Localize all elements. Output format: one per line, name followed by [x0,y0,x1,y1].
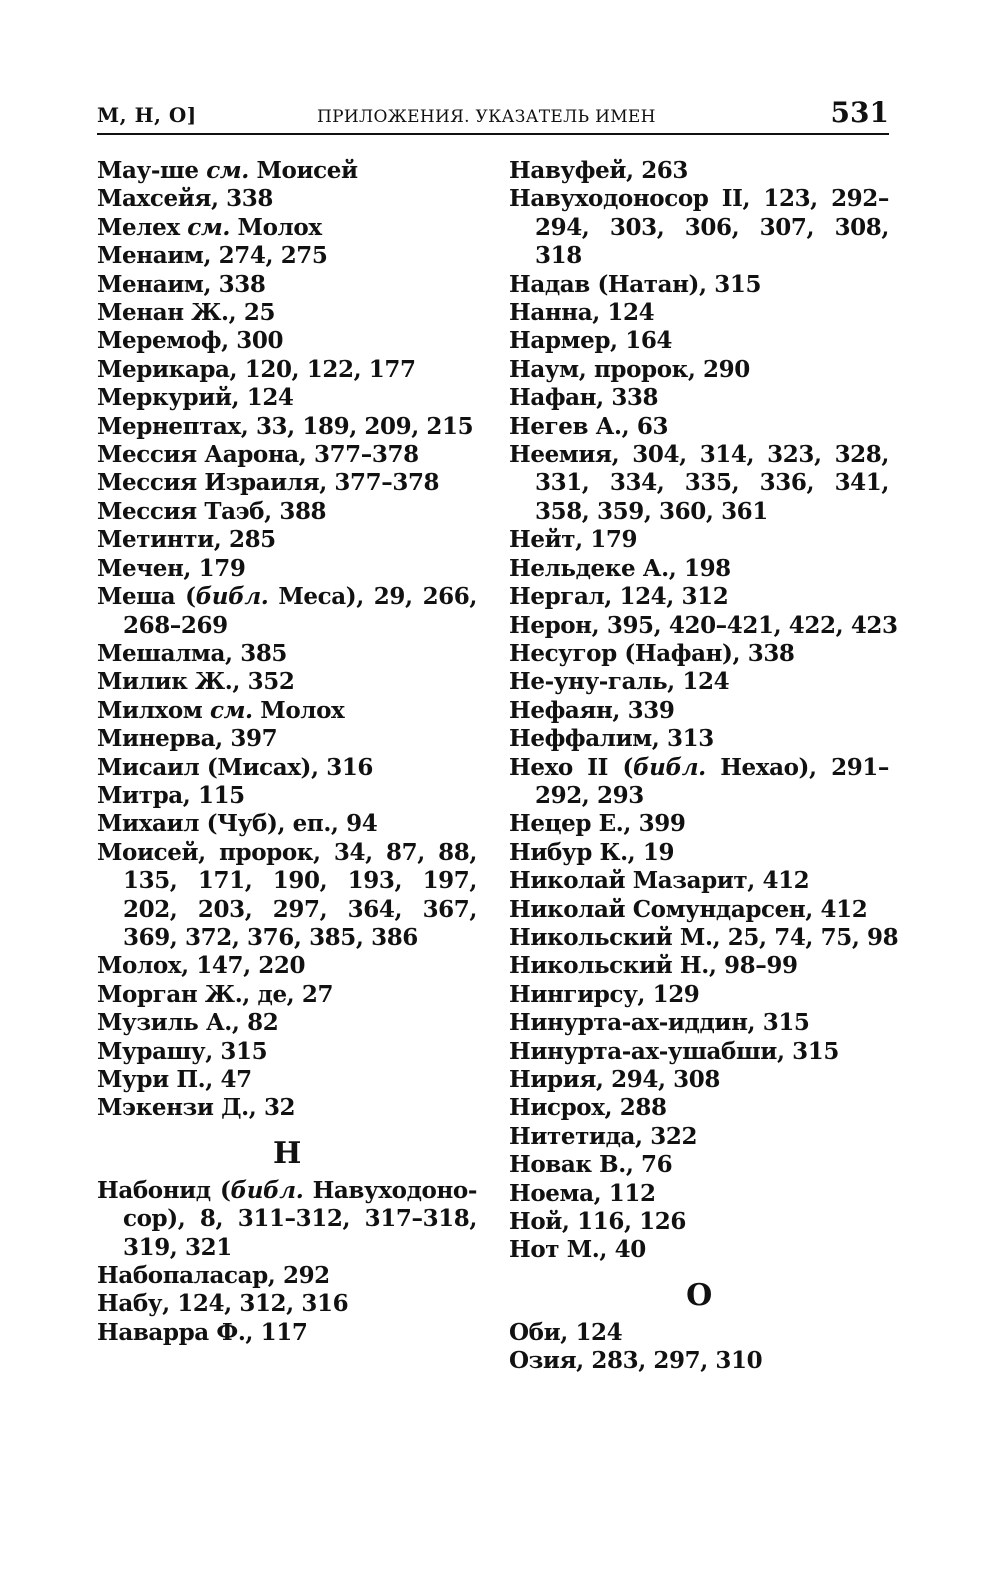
index-entry [97,327,477,355]
entry-text: Мессия Таэб, 388 [97,497,327,525]
entry-text: Надав (Натан), 315 [509,270,762,298]
index-entry [97,583,477,640]
page-number: 531 [830,96,889,129]
index-entry [97,157,477,185]
entry-text: Нармер, 164 [509,327,673,355]
entry-text: Набу, 124, 312, 316 [97,1290,349,1318]
index-entry [509,697,889,725]
running-header [97,93,889,135]
entry-text: Метинти, 285 [97,526,276,554]
index-entry [509,299,889,327]
entry-text: Нейт, 179 [509,526,638,554]
index-entry [509,327,889,355]
entry-text: Мау-ше [97,157,207,184]
entry-text: Нельдеке А., 198 [509,554,731,582]
entry-text: Милхом [97,696,210,724]
index-entry [509,1009,889,1037]
entry-text: Новак В., 76 [509,1151,673,1179]
entry-text: Менаим, 338 [97,270,266,298]
entry-text: Молох [252,696,345,724]
entry-text: Николай Мазарит, 412 [509,867,810,895]
index-entry [509,981,889,1009]
index-entry [97,555,477,583]
entry-text: Менан Ж., 25 [97,299,276,327]
entry-text: Нехао), 291–292, 293 [535,753,889,809]
entry-text: Негев А., 63 [509,412,669,440]
entry-text: Нанна, 124 [509,299,655,327]
entry-text: Мечен, 179 [97,554,246,582]
entry-text: Моисей [248,157,358,184]
entry-text: Мисаил (Мисах), 316 [97,753,374,781]
entry-text: Мерикара, 120, 122, 177 [97,355,416,383]
running-title: ПРИЛОЖЕНИЯ. УКАЗАТЕЛЬ ИМЕН [317,107,656,127]
index-entry [97,1177,477,1262]
entry-text: Оби, 124 [509,1318,623,1346]
entry-text: Михаил (Чуб), еп., 94 [97,810,378,838]
index-column-left [97,157,477,1347]
entry-text: Навуфей, 263 [509,157,688,184]
entry-text: Менаим, 274, 275 [97,242,328,270]
index-entry [97,640,477,668]
entry-text: Меремоф, 300 [97,327,284,355]
entry-text: Нот М., 40 [509,1236,646,1264]
entry-text: Мурашу, 315 [97,1037,268,1065]
entries-group [97,1177,477,1347]
index-entry [509,923,899,952]
index-entry [97,214,477,242]
entry-italic-note: библ. [632,753,706,781]
entry-text: Нефаян, 339 [509,696,675,724]
index-entry [97,413,477,441]
index-entry [509,1123,889,1151]
entry-text: Нисрох, 288 [509,1094,667,1122]
index-entry [97,271,477,299]
index-entry [509,640,889,668]
index-entry [97,185,477,213]
entry-text: Мелех [97,213,188,241]
index-entry [509,157,889,185]
index-entry [97,384,477,412]
entry-text: Ной, 116, 126 [509,1208,686,1236]
index-entry [509,526,889,554]
index-entry [97,668,477,696]
index-entry [97,1262,477,1290]
index-entry [509,754,889,811]
index-entry [97,754,477,782]
entry-text: Молох [229,213,322,241]
entry-text: Несугор (Нафан), 338 [509,639,795,667]
index-entry [509,611,898,640]
entry-text: Нитетида, 322 [509,1122,698,1150]
index-entry [509,1347,889,1375]
entry-text: Набопаласар, 292 [97,1262,330,1290]
index-entry [97,952,477,980]
entry-text: Ноема, 112 [509,1179,656,1207]
entry-text: Мури П., 47 [97,1066,252,1093]
entry-text: Мессия Аарона, 377–378 [97,441,419,469]
index-entry [97,1038,477,1066]
entry-text: Нергал, 124, 312 [509,583,729,611]
entry-text: Нафан, 338 [509,384,659,412]
entry-italic-note: библ. [230,1176,304,1204]
letter-heading-o: О [686,1277,712,1313]
index-entry [509,441,889,526]
entry-text: Навуходоно-сор), 8, 311–312, 317–318, 319, 321 [123,1176,477,1261]
index-entry [509,952,889,980]
index-entry [509,1319,889,1347]
entry-text: Никольский М., 25, 74, 75, 98 [509,923,899,951]
entries-group [97,157,477,1123]
index-entry [509,384,889,412]
index-entry [97,981,477,1009]
index-entry [97,839,477,953]
entry-italic-note: см. [187,213,230,241]
index-entry [509,896,889,924]
entry-text: Навуходоносор II, 123, 292–294, 303, 306, 307, 308, 318 [509,185,889,270]
index-entry [509,1151,889,1179]
index-entry [509,583,889,611]
index-entry [509,810,889,838]
entry-text: Николай Сомундарсен, 412 [509,895,868,923]
index-entry [97,1009,477,1037]
letter-heading-n: Н [273,1135,301,1171]
entry-text: Нерон, 395, 420–421, 422, 423 [509,611,898,639]
entry-text: Музиль А., 82 [97,1009,279,1037]
entry-text: Не-уну-галь, 124 [509,668,730,696]
index-entry [509,725,889,753]
index-entry [97,1319,477,1347]
index-entry [97,810,477,838]
index-entry [509,1208,889,1236]
index-entry [97,526,477,554]
entry-text: Моисей, пророк, 34, 87, 88, 135, 171, 190, 193, 197, 202, 203, 297, 364, 367, 369, 372, 376, 385, 386 [97,838,477,951]
index-entry [97,242,477,270]
entry-text: Меса), 29, 266, 268–269 [123,583,477,639]
entry-text: Митра, 115 [97,781,245,809]
index-entry [97,356,477,384]
entry-text: Меша ( [97,583,196,611]
index-entry [509,1236,889,1264]
entry-text: Морган Ж., де, 27 [97,980,334,1008]
entries-group [509,1319,889,1376]
index-entry [97,1066,477,1094]
entry-italic-note: см. [209,696,253,724]
index-entry [509,356,889,384]
entry-text: Нибур К., 19 [509,838,675,866]
entry-text: Неемия, 304, 314, 323, 328, 331, 334, 335, 336, 341, 358, 359, 360, 361 [509,441,889,525]
entry-italic-note: библ. [195,583,269,611]
entry-text: Мешалма, 385 [97,639,288,667]
entry-text: Озия, 283, 297, 310 [509,1347,763,1375]
index-entry [509,867,889,895]
index-entry [509,413,889,441]
entry-text: Никольский Н., 98–99 [509,952,798,980]
entry-text: Наварра Ф., 117 [97,1318,308,1346]
index-entry [97,725,477,753]
index-entry [97,782,477,810]
index-entry [509,1038,889,1066]
entry-text: Неффалим, 313 [509,725,714,753]
index-entry [509,1094,889,1122]
entry-text: Молох, 147, 220 [97,952,306,980]
entry-text: Мернептах, 33, 189, 209, 215 [97,412,474,440]
entry-text: Нингирсу, 129 [509,980,700,1008]
entry-text: Наум, пророк, 290 [509,355,750,383]
index-entry [97,697,477,725]
section-letters: М, Н, О] [97,103,197,127]
index-entry [97,1290,477,1318]
index-entry [509,839,889,867]
index-entry [509,555,889,583]
entry-text: Нинурта-ах-иддин, 315 [509,1009,810,1037]
index-entry [97,441,477,469]
index-entry [509,185,889,270]
entry-text: Милик Ж., 352 [97,668,295,696]
entry-text: Меркурий, 124 [97,384,294,412]
entry-text: Мессия Израиля, 377–378 [97,469,440,497]
entry-text: Минерва, 397 [97,725,278,753]
index-entry [509,668,889,696]
index-entry [509,1180,889,1208]
index-column-right [509,157,899,1376]
entry-text: Мэкензи Д., 32 [97,1094,296,1122]
index-entry [509,1066,889,1094]
index-entry [97,469,477,497]
entry-text: Нинурта-ах-ушабши, 315 [509,1037,839,1065]
index-entry [509,271,889,299]
entry-italic-note: см. [206,157,249,184]
entry-text: Набонид ( [97,1176,231,1204]
entries-group [509,157,899,1265]
index-entry [97,1094,477,1122]
entry-text: Махсейя, 338 [97,185,273,213]
index-entry [97,498,477,526]
entry-text: Нецер Е., 399 [509,810,686,838]
entry-text: Нирия, 294, 308 [509,1066,720,1093]
index-entry [97,299,477,327]
entry-text: Нехо II ( [509,753,633,781]
